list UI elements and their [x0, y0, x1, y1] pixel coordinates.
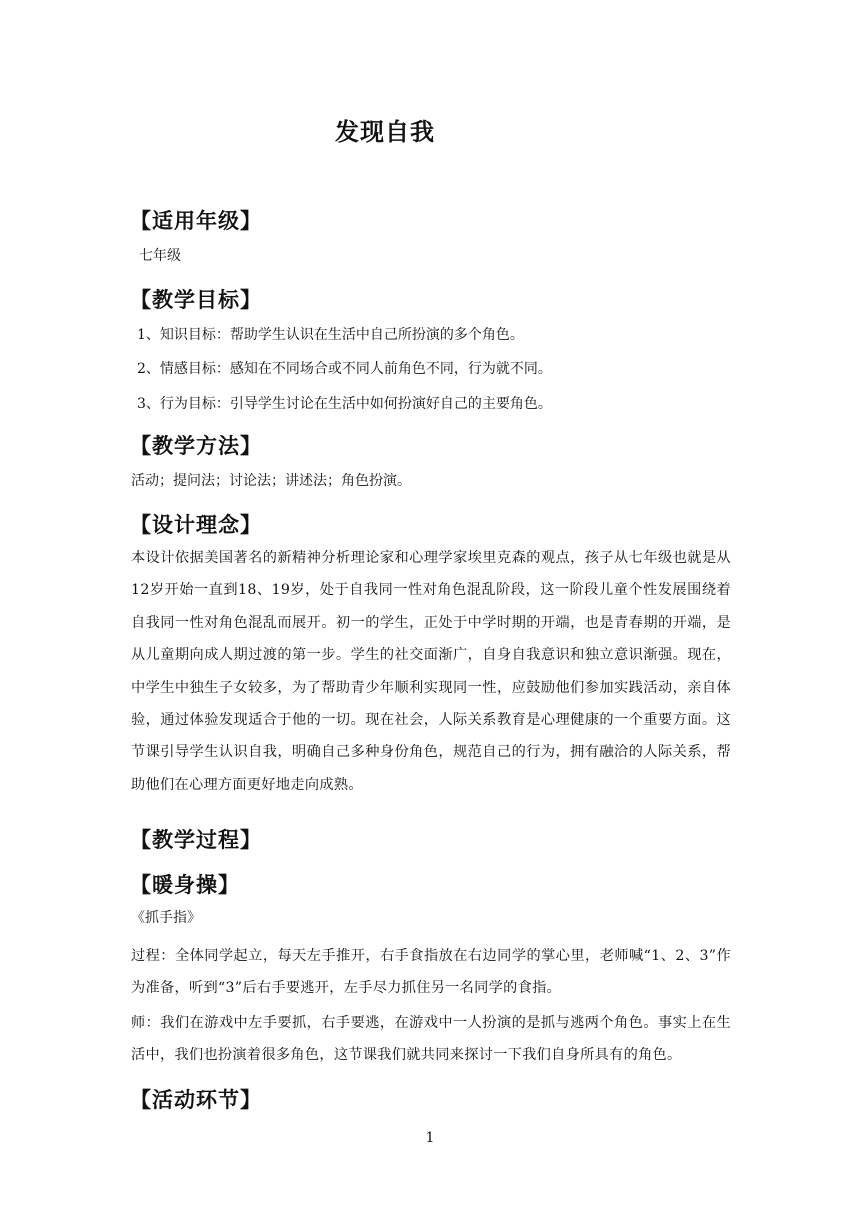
heading-concept: 【设计理念】	[130, 513, 262, 537]
page-number: 1	[425, 1130, 435, 1146]
heading-process: 【教学过程】	[130, 828, 262, 852]
page-title: 发现自我	[335, 118, 435, 146]
goal-item: 2、情感目标：感知在不同场合或不同人前角色不同，行为就不同。	[137, 361, 552, 377]
goal-item: 1、知识目标：帮助学生认识在生活中自己所扮演的多个角色。	[137, 327, 524, 343]
methods-text: 活动；提问法；讨论法；讲述法；角色扮演。	[131, 473, 411, 489]
heading-grade: 【适用年级】	[130, 209, 262, 233]
goal-item: 3、行为目标：引导学生讨论在生活中如何扮演好自己的主要角色。	[137, 396, 552, 412]
heading-activity: 【活动环节】	[130, 1088, 262, 1112]
heading-goals: 【教学目标】	[130, 288, 262, 312]
heading-warmup: 【暖身操】	[130, 873, 240, 897]
warmup-procedure: 过程：全体同学起立，每天左手推开，右手食指放在右边同学的掌心里，老师喊“1、2、3”作为准备，听到“3”后右手要逃开，左手尽力抓住另一名同学的食指。	[131, 948, 731, 997]
concept-paragraph: 本设计依据美国著名的新精神分析理论家和心理学家埃里克森的观点，孩子从七年级也就是从12岁开始一直到18、19岁，处于自我同一性对角色混乱阶段，这一阶段儿童个性发展围绕着自我同一性对角色混乱而展开。初一的学生，正处于中学时期的开端，也是青春期的开端，是从儿童期向成人期过渡的第一步。学生的社交面渐广，自身自我意识和独立意识渐强。现在，中学生中独生子女较多，为了帮助青少年顺利实现同一性，应鼓励他们参加实践活动，亲自体验，通过体验发现适合于他的一切。现在社会，人际关系教育是心理健康的一个重要方面。这节课引导学生认识自我，明确自己多种身份角色，规范自己的行为，拥有融洽的人际关系，帮助他们在心理方面更好地走向成熟。	[131, 550, 731, 793]
teacher-remark: 师：我们在游戏中左手要抓，右手要逃，在游戏中一人扮演的是抓与逃两个角色。事实上在生活中，我们也扮演着很多角色，这节课我们就共同来探讨一下我们自身所具有的角色。	[131, 1015, 731, 1064]
game-name: 《抓手指》	[131, 910, 201, 926]
heading-methods: 【教学方法】	[130, 434, 262, 458]
grade-text: 七年级	[139, 248, 181, 264]
